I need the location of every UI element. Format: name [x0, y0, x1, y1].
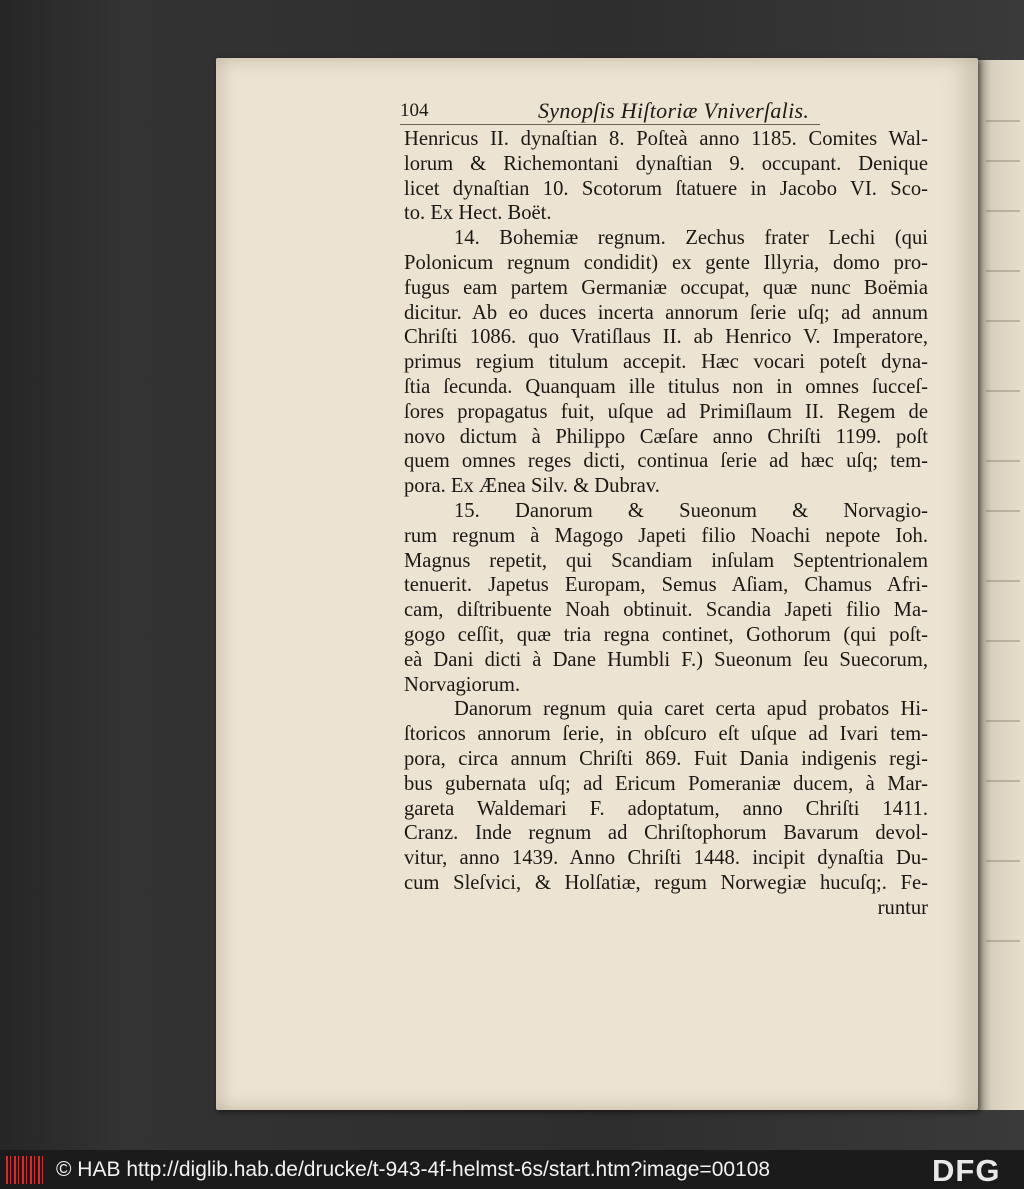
text-line: primus regium titulum accepit. Hæc vocari poteſt dyna-	[404, 351, 928, 374]
text-line: gogo ceſſit, quæ tria regna continet, Gothorum (qui poſt-	[404, 623, 928, 646]
header-rule	[400, 124, 820, 125]
text-line: Chriſti 1086. quo Vratiſlaus II. ab Henrico V. Imperatore,	[404, 326, 928, 349]
text-line: Cranz. Inde regnum ad Chriſtophorum Bavarum devol-	[404, 822, 928, 845]
dfg-logo[interactable]: DFG	[932, 1153, 1001, 1188]
page-body	[404, 127, 928, 921]
copyright-link[interactable]: © HAB http://diglib.hab.de/drucke/t-943-4f-helmst-6s/start.htm?image=00108	[56, 1158, 771, 1181]
text-line: fugus eam partem Germaniæ occupat, quæ nunc Boëmia	[404, 276, 928, 299]
text-line: ſtia ſecunda. Quanquam ille titulus non in omnes ſucceſ-	[404, 375, 928, 398]
text-line: pora, circa annum Chriſti 869. Fuit Dania indigenis regi-	[404, 747, 928, 770]
text-line: ſores propagatus fuit, uſque ad Primiſlaum II. Regem de	[404, 400, 928, 423]
text-line: cum Sleſvici, & Holſatiæ, regum Norwegiæ hucuſq;. Fe-	[404, 871, 928, 894]
text-line: bus gubernata uſq; ad Ericum Pomeraniæ ducem, à Mar-	[404, 772, 928, 795]
section-heading-line: 15. Danorum & Sueonum & Norvagio-	[454, 499, 928, 522]
text-line: Magnus repetit, qui Scandiam inſulam Septentrionalem	[404, 549, 928, 572]
text-line: pora. Ex Ænea Silv. & Dubrav.	[404, 475, 660, 498]
text-line: gareta Waldemari F. adoptatum, anno Chriſti 1411.	[404, 797, 928, 820]
text-line: dicitur. Ab eo duces incerta annorum ſerie uſq; ad annum	[404, 301, 928, 324]
text-line: Norvagiorum.	[404, 673, 521, 696]
text-line: lorum & Richemontani dynaſtian 9. occupant. Denique	[404, 152, 928, 175]
adjacent-page-edge	[978, 60, 1024, 1110]
paragraph-start-line: Danorum regnum quia caret certa apud probatos Hi-	[454, 698, 928, 721]
text-line: Polonicum regnum condidit) ex gente Illyria, domo pro-	[404, 251, 928, 274]
section-heading-line: 14. Bohemiæ regnum. Zechus frater Lechi (qui	[454, 227, 928, 250]
barcode-icon[interactable]	[6, 1156, 46, 1184]
text-line: rum regnum à Magogo Japeti filio Noachi nepote Ioh.	[404, 524, 928, 547]
text-line: vitur, anno 1439. Anno Chriſti 1448. incipit dynaſtia Du-	[404, 847, 928, 870]
text-line: cam, diſtribuente Noah obtinuit. Scandia Japeti filio Ma-	[404, 599, 928, 622]
text-line: licet dynaſtian 10. Scotorum ſtatuere in Jacobo VI. Sco-	[404, 177, 928, 200]
page-header	[400, 96, 820, 124]
page-number: 104	[400, 100, 429, 121]
text-line: to. Ex Hect. Boët.	[404, 202, 552, 225]
text-line: Henricus II. dynaſtian 8. Poſteà anno 1185. Comites Wal-	[404, 128, 928, 150]
running-title: Synopſis Hiſtoriæ Vniverſalis.	[538, 98, 810, 123]
text-line: ſtoricos annorum ſerie, in obſcuro eſt uſque ad Ivari tem-	[404, 723, 928, 746]
catchword: runtur	[877, 896, 928, 919]
text-line: novo dictum à Philippo Cæſare anno Chriſti 1199. poſt	[404, 425, 928, 448]
text-line: tenuerit. Japetus Europam, Semus Aſiam, Chamus Afri-	[404, 574, 928, 597]
text-line: quem omnes reges dicti, continua ſerie ad hæc uſq; tem-	[404, 450, 928, 473]
text-line: eà Dani dicti à Dane Humbli F.) Sueonum ſeu Suecorum,	[404, 648, 928, 671]
